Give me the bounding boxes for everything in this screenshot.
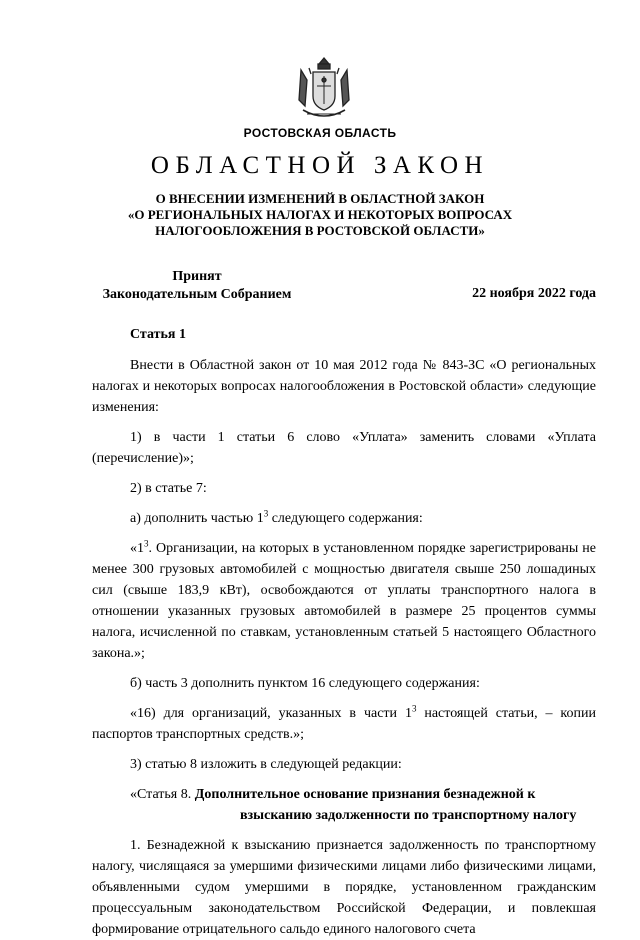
article-8-heading [92, 784, 596, 805]
point-16-text: «16) для организаций, указанных в части 1 [130, 706, 412, 721]
item-1: 1) в части 1 статьи 6 слово «Уплата» заменить словами «Уплата (перечисление)»; [92, 430, 596, 466]
item-2a-sup: 3 [263, 508, 269, 519]
title-line-2: «О РЕГИОНАЛЬНЫХ НАЛОГАХ И НЕКОТОРЫХ ВОПРОСАХ [127, 207, 513, 222]
article-body [92, 324, 596, 940]
article-heading: Статья 1 [130, 327, 186, 342]
coat-of-arms-icon [293, 56, 355, 124]
document-title [0, 191, 640, 239]
item-2b: б) часть 3 дополнить пунктом 16 следующего содержания: [130, 676, 480, 691]
article-intro: Внести в Областной закон от 10 мая 2012 года № 843-ЗС «О региональных налогах и некоторых вопросах налогообложения в Ростовской области» следующие изменения: [92, 358, 596, 415]
document-type: ОБЛАСТНОЙ ЗАКОН [150, 152, 490, 179]
region-name: РОСТОВСКАЯ ОБЛАСТЬ [243, 126, 397, 140]
point-16-sup: 3 [411, 703, 417, 714]
item-2a-text: а) дополнить частью 1 [130, 511, 264, 526]
adoption-line-2: Законодательным Собранием [102, 287, 292, 302]
part-1-3 [92, 538, 596, 664]
item-2: 2) в статье 7: [130, 481, 207, 496]
article-8-title-line-2: взысканию задолженности по транспортному налогу [240, 808, 577, 823]
title-line-3: НАЛОГООБЛОЖЕНИЯ В РОСТОВСКОЙ ОБЛАСТИ» [155, 223, 485, 238]
adoption-block [92, 268, 302, 304]
item-2a [92, 508, 596, 529]
item-3: 3) статью 8 изложить в следующей редакции: [130, 757, 402, 772]
title-line-1: О ВНЕСЕНИИ ИЗМЕНЕНИЙ В ОБЛАСТНОЙ ЗАКОН [155, 191, 485, 206]
point-16 [92, 703, 596, 745]
adoption-date: 22 ноября 2022 года [472, 286, 596, 301]
article-8-title-line-1: Дополнительное основание признания безнадежной к [194, 787, 536, 802]
part-1-3-sup: 3 [144, 538, 149, 549]
point-16-text-end: настоящей статьи, – копии паспортов транспортных средств.»; [92, 706, 596, 742]
article-8-prefix: «Статья 8. [130, 787, 195, 802]
adoption-line-1: Принят [172, 269, 222, 284]
part-1-3-open: «1 [130, 541, 144, 556]
item-2a-text-end: следующего содержания: [268, 511, 423, 526]
part-1-3-text: . Организации, на которых в установленном порядке зарегистрированы не менее 300 грузовых автомобилей с мощностью двигателя свыше 250 лошадиных сил (свыше 183,9 кВт), освобождаются от уплаты транспортного налога в отношении указанных грузовых автомобилей в размере 25 процентов суммы налога, исчисленной по ставкам, установленным статьей 5 настоящего Областного закона.»; [92, 541, 596, 661]
article-8-part-1: 1. Безнадежной к взысканию признается задолженность по транспортному налогу, числящаяся за умершими физическими лицами либо физическими лицами, объявленными судом умершими в порядке, установленном гражданским процессуальным законодательством Российской Федерации, и повлекшая формирование отрицательного сальдо единого налогового счета [92, 838, 596, 937]
